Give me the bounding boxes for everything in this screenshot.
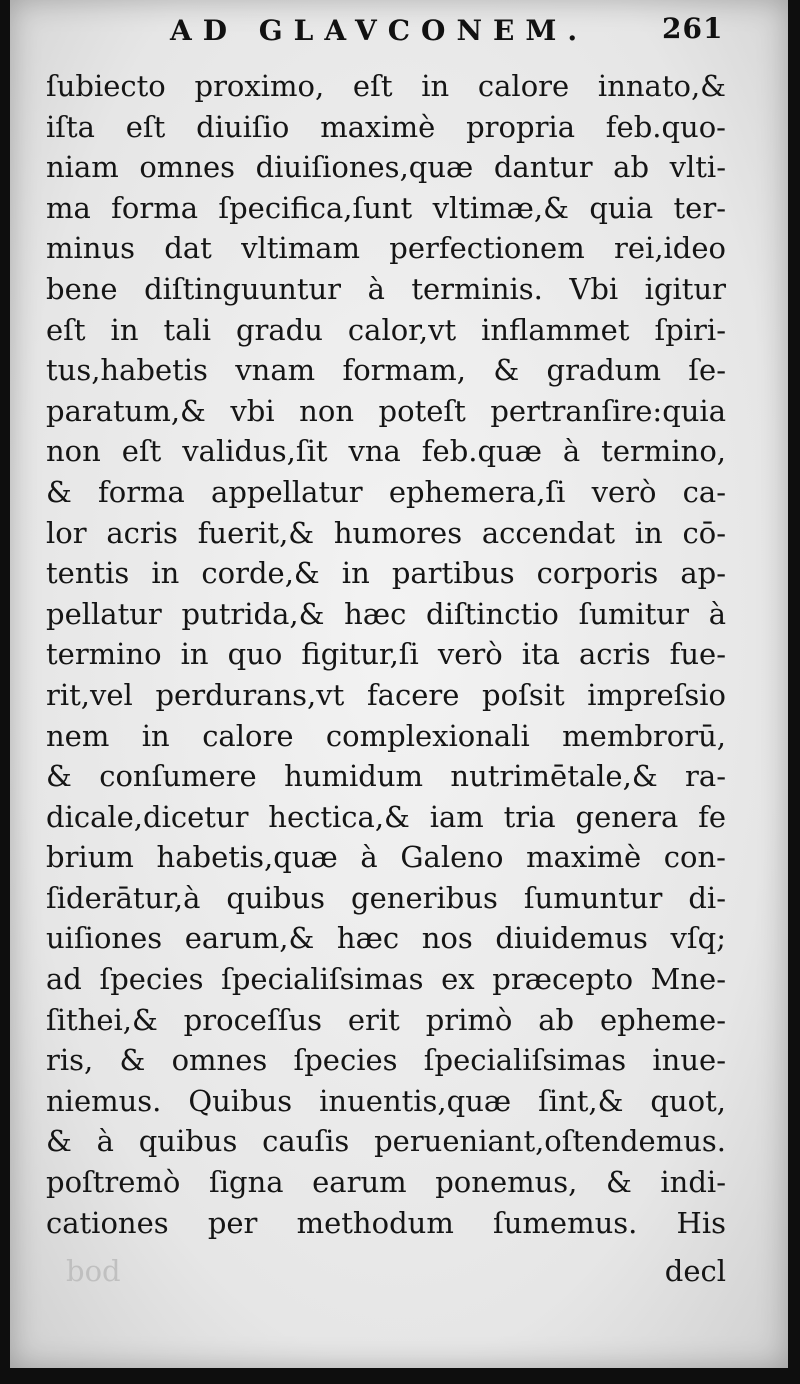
text-line: ſiderātur,à quibus generibus ſumuntur di- — [46, 880, 726, 915]
text-line: non eſt validus,ſit vna feb.quæ à termino, — [46, 434, 726, 469]
text-line: ſithei,& proceſſus erit primò ab epheme- — [46, 1002, 726, 1037]
text-line: nem in calore complexionali membrorū, — [46, 718, 726, 753]
text-line: ris, & omnes ſpecies ſpecialiſsimas inue- — [46, 1043, 726, 1078]
text-line: tus,habetis vnam formam, & gradum ſe- — [46, 353, 726, 388]
text-line: niemus. Quibus inuentis,quæ ſint,& quot, — [46, 1083, 726, 1118]
text-line: pellatur putrida,& hæc diſtinctio ſumitur à — [46, 596, 726, 631]
text-line: & conſumere humidum nutrimētale,& ra- — [46, 759, 726, 794]
text-line: dicale,dicetur hectica,& iam tria genera fe — [46, 799, 726, 834]
text-line: & à quibus cauſis perueniant,oſtendemus. — [46, 1124, 726, 1159]
text-line: & forma appellatur ephemera,ſi verò ca- — [46, 474, 726, 509]
text-line: ad ſpecies ſpecialiſsimas ex præcepto Mne- — [46, 962, 726, 997]
text-line: paratum,& vbi non poteſt pertranſire:quia — [46, 393, 726, 428]
book-page — [10, 0, 788, 1368]
bleed-through-text: bod — [66, 1254, 121, 1288]
text-line: ſubiecto proximo, eſt in calore innato,& — [46, 69, 726, 103]
text-line: rit,vel perdurans,vt facere poſsit impreſsio — [46, 677, 726, 712]
text-line: poſtremò ſigna earum ponemus, & indi- — [46, 1165, 726, 1200]
catchword: decl — [664, 1254, 726, 1288]
text-line: iſta eſt diuiſio maximè propria feb.quo- — [46, 109, 726, 144]
text-line: uiſiones earum,& hæc nos diuidemus vſq; — [46, 921, 726, 956]
text-line: eſt in tali gradu calor,vt inflammet ſpiri- — [46, 312, 726, 347]
text-line: minus dat vltimam perfectionem rei,ideo — [46, 231, 726, 266]
text-line: brium habetis,quæ à Galeno maximè con- — [46, 840, 726, 875]
text-line: termino in quo figitur,ſi verò ita acris fue- — [46, 637, 726, 672]
text-line: ma forma ſpecifica,ſunt vltimæ,& quia ter- — [46, 190, 726, 225]
text-line: cationes per methodum ſumemus. His — [46, 1205, 726, 1240]
text-body — [46, 66, 726, 1243]
text-line: niam omnes diuiſiones,quæ dantur ab vlti- — [46, 150, 726, 185]
text-line: tentis in corde,& in partibus corporis ap- — [46, 556, 726, 591]
running-title: AD GLAVCONEM. — [170, 14, 589, 47]
text-line: bene diſtinguuntur à terminis. Vbi igitur — [46, 271, 726, 306]
text-line: lor acris fuerit,& humores accendat in cō- — [46, 515, 726, 550]
page-number: 261 — [662, 12, 724, 45]
